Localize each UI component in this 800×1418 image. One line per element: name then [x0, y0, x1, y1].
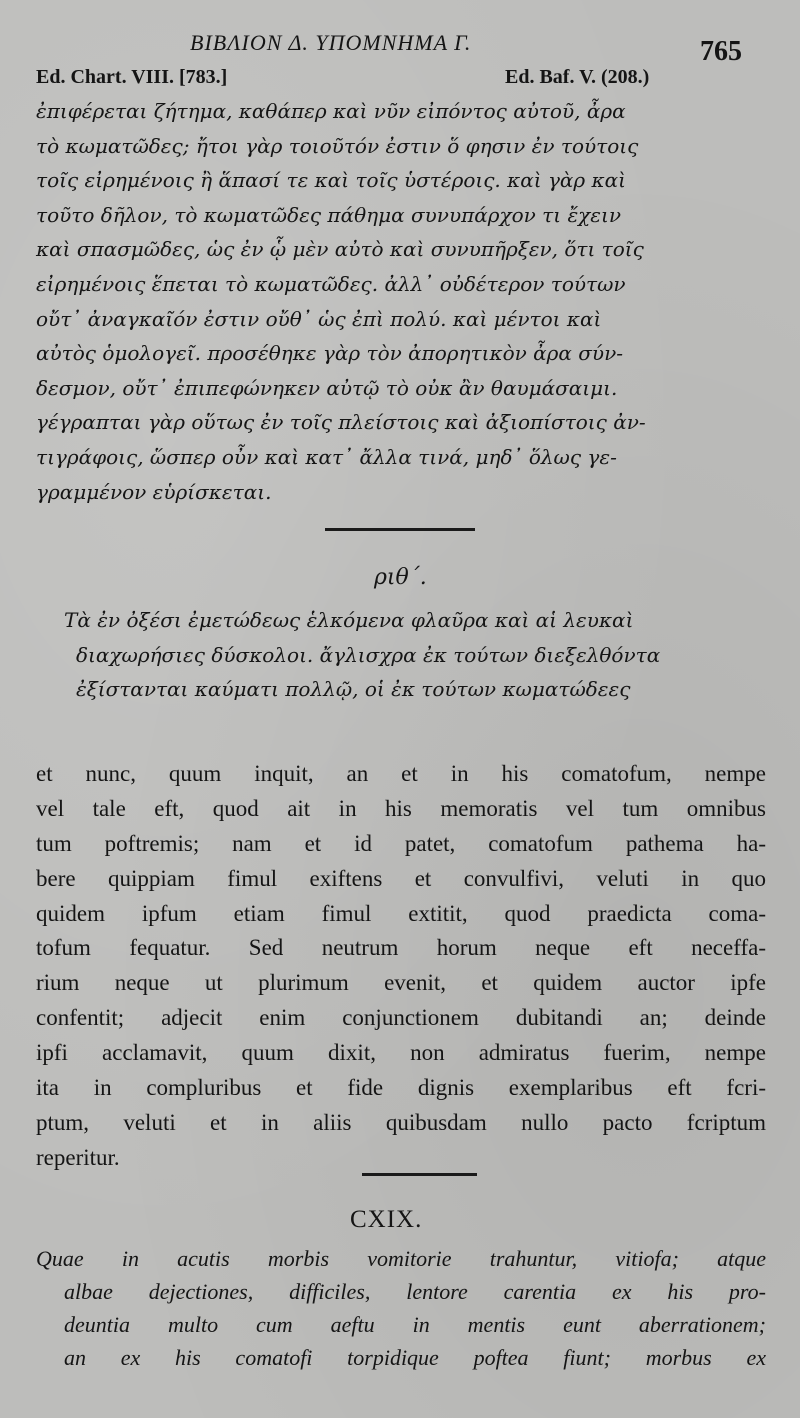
page-number: 765 — [700, 36, 742, 67]
greek-commentary-line: δεσμον, οὔτ᾽ ἐπιπεφώνηκεν αὐτῷ τὸ οὐκ ἂν θαυμάσαιμι. — [36, 375, 618, 400]
latin-aphorism-line: deuntia multo cum aeftu in mentis eunt aberrationem; — [64, 1312, 766, 1337]
greek-commentary — [36, 94, 766, 509]
latin-section-number: CXIX. — [350, 1206, 423, 1233]
greek-commentary-line: ἐπιφέρεται ζήτημα, καθάπερ καὶ νῦν εἰπόντος αὐτοῦ, ἆρα — [36, 99, 626, 123]
greek-aphorism-line: διαχωρήσιες δύσκολοι. ἄγλισχρα ἐκ τούτων διεξελθόντα — [76, 642, 661, 667]
latin-commentary-line: et nunc, quum inquit, an et in his comatofum, nempe — [36, 761, 766, 786]
greek-commentary-line: τιγράφοις, ὥσπερ οὖν καὶ κατ᾽ ἄλλα τινά, μηδ᾽ ὅλως γε- — [36, 444, 617, 469]
section-divider — [362, 1173, 477, 1176]
section-divider — [325, 528, 475, 531]
greek-commentary-line: τοῦτο δῆλον, τὸ κωματῶδες πάθημα συνυπάρχον τι ἔχειν — [36, 202, 622, 227]
greek-commentary-line: αὐτὸς ὁμολογεῖ. προσέθηκε γὰρ τὸν ἀπορητικὸν ἆρα σύν- — [36, 341, 623, 366]
latin-commentary-line: ptum, veluti et in aliis quibusdam nullo pacto fcriptum — [36, 1109, 766, 1135]
greek-commentary-line: γραμμένον εὑρίσκεται. — [36, 479, 272, 504]
latin-commentary-line: quidem ipfum etiam fimul extitit, quod praedicta coma- — [36, 900, 766, 926]
greek-commentary-line: τοῖς εἰρημένοις ἢ ἅπασί τε καὶ τοῖς ὑστέροις. καὶ γὰρ καὶ — [36, 168, 626, 193]
latin-aphorism-line: an ex his comatofi torpidique poftea fiunt; morbus ex — [64, 1345, 766, 1370]
greek-section-number: ριθ΄. — [374, 565, 427, 590]
greek-commentary-line: γέγραπται γὰρ οὕτως ἐν τοῖς πλείστοις καὶ ἀξιοπίστοις ἀν- — [36, 410, 646, 435]
greek-aphorism-line: Τὰ ἐν ὀξέσι ἐμετώδεως ἑλκόμενα φλαῦρα καὶ αἱ λευκαὶ — [64, 608, 634, 632]
latin-commentary-line: vel tale eft, quod ait in his memoratis vel tum omnibus — [36, 795, 766, 821]
latin-commentary — [36, 757, 766, 1176]
latin-commentary-line: ipfi acclamavit, quum dixit, non admiratus fuerim, nempe — [36, 1040, 766, 1066]
latin-commentary-line: confentit; adjecit enim conjunctionem dubitandi an; deinde — [36, 1005, 766, 1031]
edition-reference-right: Ed. Baf. V. (208.) — [505, 66, 650, 88]
latin-aphorism-line: Quae in acutis morbis vomitorie trahuntur, vitiofa; atque — [36, 1246, 766, 1271]
latin-commentary-line: reperitur. — [36, 1144, 120, 1170]
greek-commentary-line: οὔτ᾽ ἀναγκαῖόν ἐστιν οὔθ᾽ ὡς ἐπὶ πολύ. καὶ μέντοι καὶ — [36, 306, 602, 331]
latin-aphorism-line: albae dejectiones, difficiles, lentore carentia ex his pro- — [64, 1279, 766, 1304]
greek-commentary-line: εἰρημένοις ἕπεται τὸ κωματῶδες. ἀλλ᾽ οὐδέτερον τούτων — [36, 271, 626, 296]
latin-commentary-line: tofum fequatur. Sed neutrum horum neque eft neceffa- — [36, 935, 766, 961]
latin-commentary-line: rium neque ut plurimum evenit, et quidem auctor ipfe — [36, 970, 766, 996]
latin-commentary-line: tum poftremis; nam et id patet, comatofum pathema ha- — [36, 830, 766, 856]
latin-commentary-line: ita in compluribus et fide dignis exemplaribus eft fcri- — [36, 1075, 766, 1101]
greek-aphorism-line: ἐξίστανται καύματι πολλῷ, οἱ ἐκ τούτων κωματώδεες — [76, 677, 631, 702]
greek-aphorism — [36, 603, 766, 707]
greek-commentary-line: τὸ κωματῶδες; ἤτοι γὰρ τοιοῦτόν ἐστιν ὅ φησιν ἐν τούτοις — [36, 133, 639, 158]
running-title: ΒΙΒΛΙΟΝ Δ. ΥΠΟΜΝΗΜΑ Γ. — [190, 30, 472, 55]
latin-commentary-line: bere quippiam fimul exiftens et convulfivi, veluti in quo — [36, 865, 766, 891]
edition-reference-left: Ed. Chart. VIII. [783.] — [36, 66, 228, 88]
latin-aphorism — [36, 1242, 766, 1374]
greek-commentary-line: καὶ σπασμῶδες, ὡς ἐν ᾧ μὲν αὐτὸ καὶ συνυπῆρξεν, ὅτι τοῖς — [36, 237, 644, 262]
